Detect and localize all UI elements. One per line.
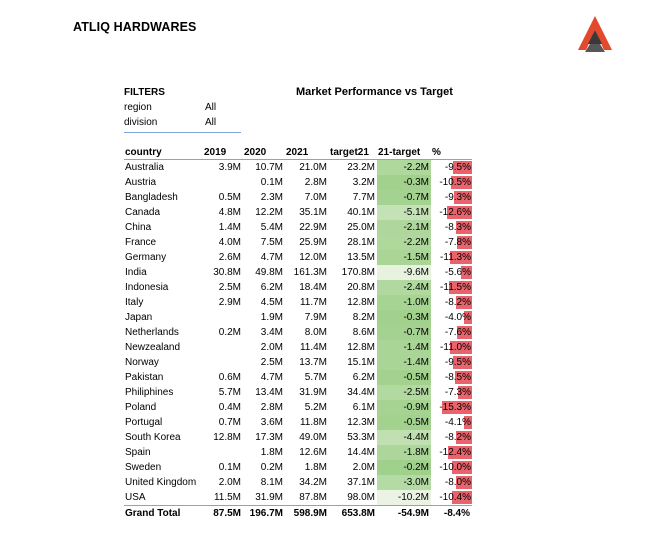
table-row bbox=[124, 220, 472, 235]
cell-2019: 1.4M bbox=[218, 222, 241, 233]
cell-diff: -2.2M bbox=[377, 235, 431, 250]
table-row bbox=[124, 460, 472, 475]
pct-value: -8.3% bbox=[444, 222, 471, 233]
cell-2021: 7.9M bbox=[304, 312, 327, 323]
col-header-2021[interactable]: 2021 bbox=[285, 146, 329, 160]
cell-target21: 53.3M bbox=[347, 432, 375, 443]
pct-value: -8.0% bbox=[444, 477, 471, 488]
col-header-pct[interactable]: % bbox=[431, 146, 472, 160]
table-row bbox=[124, 340, 472, 355]
cell-2019 bbox=[203, 355, 243, 370]
cell-pct bbox=[431, 430, 472, 445]
cell-2020: 1.8M bbox=[260, 447, 283, 458]
table-row bbox=[124, 295, 472, 310]
cell-diff: -0.7M bbox=[377, 190, 431, 205]
cell-target21: 20.8M bbox=[347, 282, 375, 293]
pct-value: -7.6% bbox=[444, 327, 471, 338]
cell-pct bbox=[431, 475, 472, 490]
pct-value: -11.5% bbox=[440, 282, 471, 293]
cell-2020: 2.8M bbox=[260, 402, 283, 413]
cell-2020: 3.4M bbox=[260, 327, 283, 338]
pct-value: -12.6% bbox=[439, 207, 471, 218]
cell-2020: 2.0M bbox=[260, 342, 283, 353]
pct-value: -15.3% bbox=[439, 402, 471, 413]
cell-country: South Korea bbox=[125, 432, 181, 443]
cell-2021: 11.8M bbox=[299, 417, 327, 428]
cell-pct bbox=[431, 370, 472, 385]
total-target21: 653.8M bbox=[329, 506, 377, 523]
filter-value[interactable]: All bbox=[205, 117, 217, 128]
cell-2020: 10.7M bbox=[255, 162, 283, 173]
cell-country: Poland bbox=[125, 402, 157, 413]
cell-target21: 170.8M bbox=[341, 267, 375, 278]
table-row bbox=[124, 250, 472, 265]
cell-country: USA bbox=[125, 492, 146, 503]
cell-2021: 34.2M bbox=[299, 477, 327, 488]
cell-pct bbox=[431, 385, 472, 400]
cell-target21: 15.1M bbox=[347, 357, 375, 368]
col-header-target21[interactable]: target21 bbox=[329, 146, 377, 160]
cell-2021: 5.7M bbox=[304, 372, 327, 383]
cell-country: Pakistan bbox=[125, 372, 164, 383]
col-header-2019[interactable]: 2019 bbox=[203, 146, 243, 160]
cell-country: China bbox=[125, 222, 152, 233]
cell-2021: 1.8M bbox=[304, 462, 327, 473]
table-row bbox=[124, 385, 472, 400]
cell-pct bbox=[431, 295, 472, 310]
cell-target21: 12.8M bbox=[347, 342, 375, 353]
table-row bbox=[124, 160, 472, 176]
cell-2021: 2.8M bbox=[304, 177, 327, 188]
table-row bbox=[124, 235, 472, 250]
cell-diff: -0.9M bbox=[377, 400, 431, 415]
cell-pct bbox=[431, 280, 472, 295]
cell-pct bbox=[431, 190, 472, 205]
pct-value: -10.0% bbox=[439, 462, 471, 473]
cell-2019: 30.8M bbox=[213, 267, 241, 278]
cell-country: India bbox=[125, 267, 147, 278]
col-header-diff[interactable]: 21-target bbox=[377, 146, 431, 160]
cell-2019: 12.8M bbox=[213, 432, 241, 443]
cell-2020: 13.4M bbox=[255, 387, 283, 398]
cell-diff: -1.4M bbox=[377, 340, 431, 355]
total-diff: -54.9M bbox=[377, 506, 431, 523]
cell-target21: 6.2M bbox=[352, 372, 375, 383]
market-performance-table bbox=[124, 146, 472, 522]
pct-value: -4.0% bbox=[444, 312, 471, 323]
cell-diff: -0.5M bbox=[377, 370, 431, 385]
cell-country: Japan bbox=[125, 312, 153, 323]
cell-2021: 22.9M bbox=[299, 222, 327, 233]
cell-pct bbox=[431, 325, 472, 340]
cell-pct bbox=[431, 265, 472, 280]
cell-2020: 49.8M bbox=[255, 267, 283, 278]
cell-diff: -2.1M bbox=[377, 220, 431, 235]
pct-value: -5.6% bbox=[444, 267, 471, 278]
pct-value: -10.5% bbox=[439, 177, 471, 188]
cell-pct bbox=[431, 310, 472, 325]
cell-diff: -0.7M bbox=[377, 325, 431, 340]
cell-2019: 0.7M bbox=[218, 417, 241, 428]
table-row bbox=[124, 265, 472, 280]
cell-diff: -3.0M bbox=[377, 475, 431, 490]
cell-2020: 2.3M bbox=[260, 192, 283, 203]
cell-diff: -1.8M bbox=[377, 445, 431, 460]
cell-2020: 5.4M bbox=[260, 222, 283, 233]
cell-2020: 4.5M bbox=[260, 297, 283, 308]
cell-target21: 98.0M bbox=[347, 492, 375, 503]
cell-2020: 1.9M bbox=[260, 312, 283, 323]
cell-target21: 23.2M bbox=[347, 162, 375, 173]
cell-country: Philiphines bbox=[125, 387, 174, 398]
cell-country: France bbox=[125, 237, 157, 248]
cell-target21: 34.4M bbox=[347, 387, 375, 398]
cell-2021: 13.7M bbox=[299, 357, 327, 368]
pct-value: -9.5% bbox=[444, 162, 471, 173]
cell-target21: 8.2M bbox=[352, 312, 375, 323]
total-y2019: 87.5M bbox=[203, 506, 243, 523]
cell-2021: 161.3M bbox=[293, 267, 327, 278]
cell-2021: 7.0M bbox=[304, 192, 327, 203]
cell-country: Sweden bbox=[125, 462, 162, 473]
cell-target21: 2.0M bbox=[352, 462, 375, 473]
table-row bbox=[124, 190, 472, 205]
table-row bbox=[124, 370, 472, 385]
cell-diff: -4.4M bbox=[377, 430, 431, 445]
pct-value: -10.4% bbox=[439, 492, 471, 503]
cell-2020: 17.3M bbox=[255, 432, 283, 443]
cell-pct bbox=[431, 340, 472, 355]
pct-value: -7.8% bbox=[444, 237, 471, 248]
total-y2020: 196.7M bbox=[243, 506, 285, 523]
cell-target21: 14.4M bbox=[347, 447, 375, 458]
col-header-2020[interactable]: 2020 bbox=[243, 146, 285, 160]
table-row bbox=[124, 175, 472, 190]
cell-country: Germany bbox=[125, 252, 167, 263]
table-row bbox=[124, 415, 472, 430]
cell-diff: -1.4M bbox=[377, 355, 431, 370]
cell-2020: 12.2M bbox=[255, 207, 283, 218]
filter-row-division[interactable] bbox=[124, 115, 241, 130]
cell-2019: 0.1M bbox=[218, 462, 241, 473]
filters-divider bbox=[124, 132, 241, 133]
cell-pct bbox=[431, 355, 472, 370]
total-y2021: 598.9M bbox=[285, 506, 329, 523]
cell-2021: 5.2M bbox=[304, 402, 327, 413]
cell-target21: 3.2M bbox=[352, 177, 375, 188]
cell-country: Indonesia bbox=[125, 282, 169, 293]
table-row bbox=[124, 430, 472, 445]
cell-2021: 11.4M bbox=[299, 342, 327, 353]
filter-key: region bbox=[124, 102, 152, 113]
col-header-country[interactable]: country bbox=[124, 146, 203, 160]
cell-2019: 4.8M bbox=[218, 207, 241, 218]
cell-country: Norway bbox=[125, 357, 159, 368]
cell-country: Bangladesh bbox=[125, 192, 178, 203]
cell-target21: 7.7M bbox=[352, 192, 375, 203]
cell-country: Spain bbox=[125, 447, 151, 458]
cell-diff: -9.6M bbox=[377, 265, 431, 280]
cell-pct bbox=[431, 415, 472, 430]
table-row bbox=[124, 400, 472, 415]
total-pct: -8.4% bbox=[431, 506, 472, 523]
cell-2020: 0.1M bbox=[260, 177, 283, 188]
cell-2020: 31.9M bbox=[255, 492, 283, 503]
cell-2020: 8.1M bbox=[260, 477, 283, 488]
cell-2021: 12.6M bbox=[299, 447, 327, 458]
cell-pct bbox=[431, 460, 472, 475]
cell-2019: 4.0M bbox=[218, 237, 241, 248]
cell-target21: 12.3M bbox=[347, 417, 375, 428]
pct-value: -12.4% bbox=[439, 447, 471, 458]
pct-value: -4.1% bbox=[444, 417, 471, 428]
cell-2019: 3.9M bbox=[218, 162, 241, 173]
cell-diff: -2.5M bbox=[377, 385, 431, 400]
pct-value: -9.5% bbox=[444, 357, 471, 368]
filters-heading: FILTERS bbox=[124, 87, 165, 98]
cell-pct bbox=[431, 160, 472, 176]
cell-pct bbox=[431, 400, 472, 415]
cell-2021: 31.9M bbox=[299, 387, 327, 398]
cell-diff: -2.4M bbox=[377, 280, 431, 295]
cell-target21: 25.0M bbox=[347, 222, 375, 233]
cell-2019: 2.6M bbox=[218, 252, 241, 263]
cell-2019 bbox=[203, 175, 243, 190]
cell-target21: 8.6M bbox=[352, 327, 375, 338]
cell-target21: 12.8M bbox=[347, 297, 375, 308]
pct-value: -9.3% bbox=[444, 192, 471, 203]
cell-diff: -0.3M bbox=[377, 175, 431, 190]
cell-2020: 4.7M bbox=[260, 252, 283, 263]
cell-2020: 4.7M bbox=[260, 372, 283, 383]
pct-value: -8.2% bbox=[444, 432, 471, 443]
cell-2019: 0.6M bbox=[218, 372, 241, 383]
cell-pct bbox=[431, 220, 472, 235]
cell-2020: 3.6M bbox=[260, 417, 283, 428]
table-row bbox=[124, 445, 472, 460]
atliq-logo-icon bbox=[575, 14, 615, 54]
total-label: Grand Total bbox=[124, 506, 203, 523]
table-row bbox=[124, 205, 472, 220]
cell-2020: 7.5M bbox=[260, 237, 283, 248]
cell-2021: 49.0M bbox=[299, 432, 327, 443]
pct-value: -7.3% bbox=[444, 387, 471, 398]
pct-value: -11.0% bbox=[440, 342, 471, 353]
cell-2021: 8.0M bbox=[304, 327, 327, 338]
cell-2019: 2.9M bbox=[218, 297, 241, 308]
cell-pct bbox=[431, 175, 472, 190]
cell-country: Canada bbox=[125, 207, 161, 218]
cell-target21: 40.1M bbox=[347, 207, 375, 218]
filter-value[interactable]: All bbox=[205, 102, 217, 113]
cell-2019 bbox=[203, 340, 243, 355]
cell-2021: 12.0M bbox=[299, 252, 327, 263]
cell-diff: -0.5M bbox=[377, 415, 431, 430]
table-row bbox=[124, 355, 472, 370]
cell-2021: 87.8M bbox=[299, 492, 327, 503]
cell-country: Australia bbox=[125, 162, 164, 173]
cell-2019: 2.5M bbox=[218, 282, 241, 293]
cell-2019: 5.7M bbox=[218, 387, 241, 398]
report-title: Market Performance vs Target bbox=[296, 86, 453, 98]
cell-diff: -10.2M bbox=[377, 490, 431, 506]
cell-2019: 0.5M bbox=[218, 192, 241, 203]
cell-2021: 11.7M bbox=[299, 297, 327, 308]
filter-row-region[interactable] bbox=[124, 100, 241, 115]
filter-key: division bbox=[124, 117, 158, 128]
cell-pct bbox=[431, 445, 472, 460]
cell-2021: 21.0M bbox=[299, 162, 327, 173]
cell-country: United Kingdom bbox=[125, 477, 197, 488]
cell-country: Newzealand bbox=[125, 342, 181, 353]
filters-panel bbox=[124, 86, 241, 133]
cell-target21: 13.5M bbox=[347, 252, 375, 263]
company-title: ATLIQ HARDWARES bbox=[73, 20, 197, 34]
cell-target21: 28.1M bbox=[347, 237, 375, 248]
table-row bbox=[124, 310, 472, 325]
cell-2021: 25.9M bbox=[299, 237, 327, 248]
cell-pct bbox=[431, 235, 472, 250]
cell-pct bbox=[431, 250, 472, 265]
cell-2021: 35.1M bbox=[299, 207, 327, 218]
cell-diff: -0.2M bbox=[377, 460, 431, 475]
cell-diff: -5.1M bbox=[377, 205, 431, 220]
table-row bbox=[124, 475, 472, 490]
cell-2019: 0.2M bbox=[218, 327, 241, 338]
table-row bbox=[124, 490, 472, 506]
cell-2019: 0.4M bbox=[218, 402, 241, 413]
cell-2020: 6.2M bbox=[260, 282, 283, 293]
cell-2019 bbox=[203, 445, 243, 460]
cell-2021: 18.4M bbox=[299, 282, 327, 293]
cell-diff: -0.3M bbox=[377, 310, 431, 325]
cell-2019: 2.0M bbox=[218, 477, 241, 488]
cell-country: Netherlands bbox=[125, 327, 179, 338]
table-row bbox=[124, 280, 472, 295]
cell-country: Italy bbox=[125, 297, 144, 308]
cell-diff: -2.2M bbox=[377, 160, 431, 176]
pct-value: -8.2% bbox=[444, 297, 471, 308]
cell-target21: 37.1M bbox=[347, 477, 375, 488]
cell-2019: 11.5M bbox=[213, 492, 241, 503]
cell-diff: -1.5M bbox=[377, 250, 431, 265]
cell-pct bbox=[431, 205, 472, 220]
grand-total-row bbox=[124, 506, 472, 523]
pct-value: -11.3% bbox=[440, 252, 471, 263]
cell-country: Portugal bbox=[125, 417, 163, 428]
table-row bbox=[124, 325, 472, 340]
cell-country: Austria bbox=[125, 177, 157, 188]
cell-2019 bbox=[203, 310, 243, 325]
cell-2020: 2.5M bbox=[260, 357, 283, 368]
pct-value: -8.5% bbox=[444, 372, 471, 383]
cell-pct bbox=[431, 490, 472, 506]
cell-diff: -1.0M bbox=[377, 295, 431, 310]
cell-2020: 0.2M bbox=[260, 462, 283, 473]
cell-target21: 6.1M bbox=[352, 402, 375, 413]
table-header-row bbox=[124, 146, 472, 160]
